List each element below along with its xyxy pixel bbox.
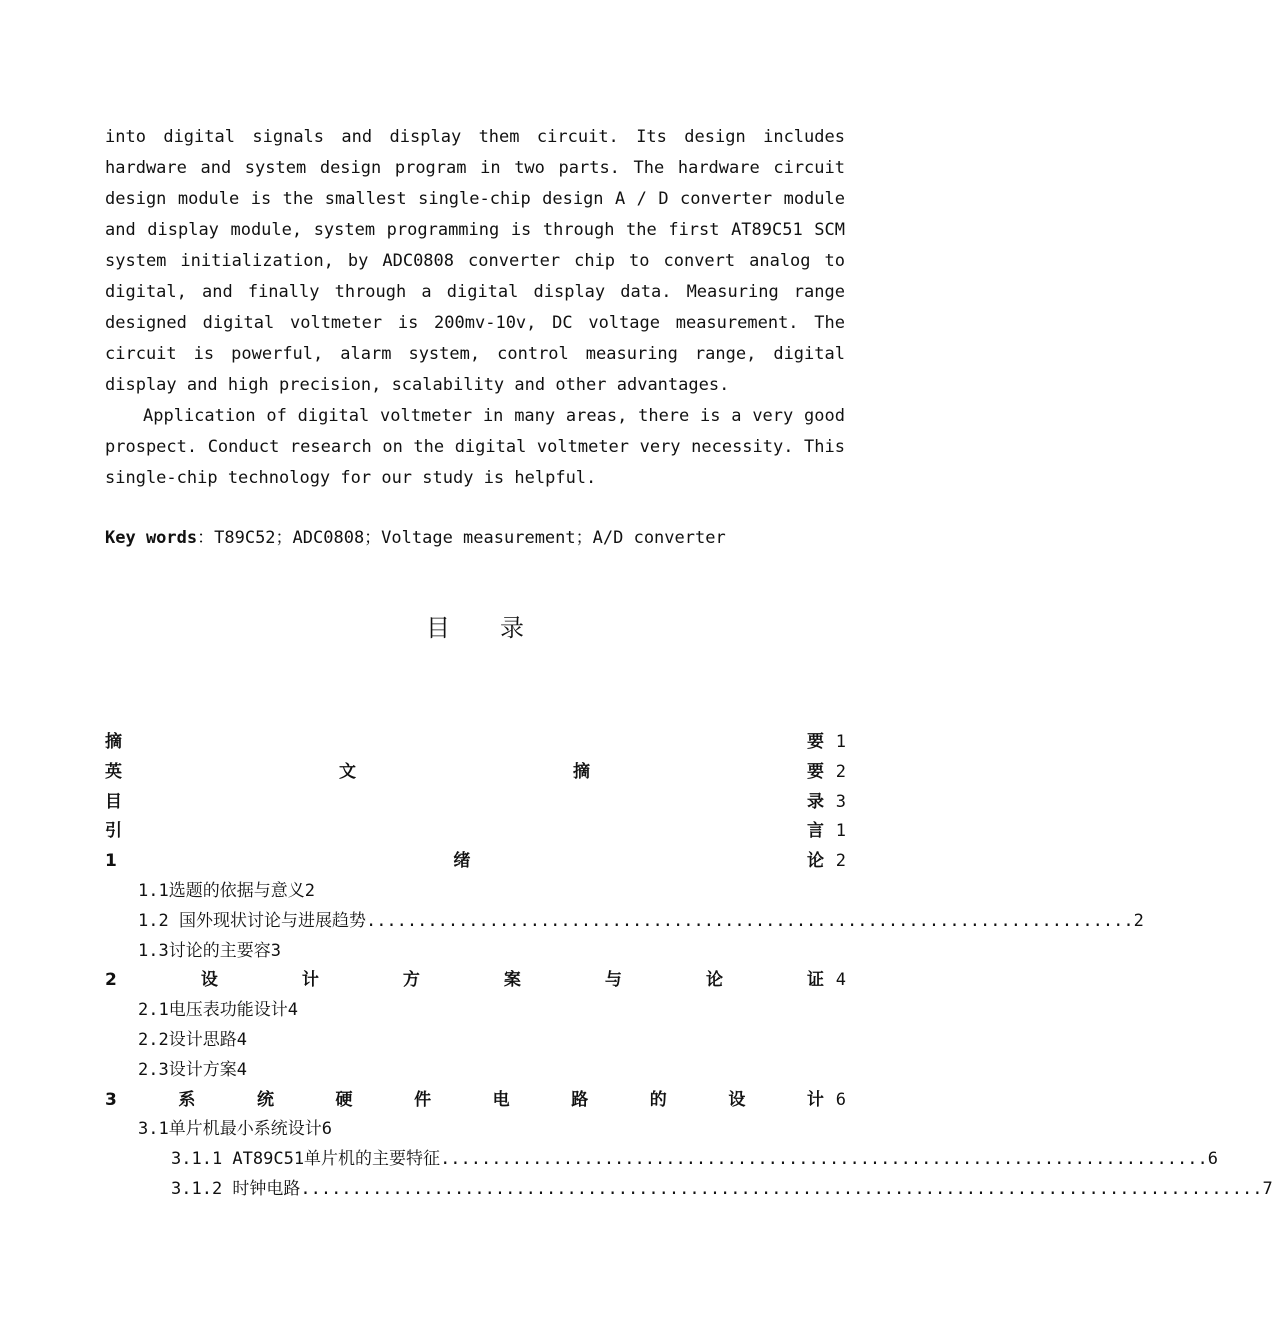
toc-entry-2-2[interactable]: 2.2设计思路4 [138, 1029, 247, 1050]
toc-entry-abstract-cn[interactable] [105, 728, 846, 758]
dot-leader: .............................................................................................. [300, 1178, 1263, 1199]
toc-page-number: 6 [1207, 1149, 1218, 1170]
toc-page-number: 6 [835, 1089, 846, 1110]
abstract-paragraph-2: Application of digital voltmeter in many areas, there is a very good prospect. Conduct research on the digital voltmeter very necessity. This single-chip technology for our study is helpful. [105, 406, 845, 488]
toc-heading-char: 言 [807, 821, 824, 842]
toc-heading-char: 设 [200, 970, 218, 991]
toc-heading-char: 1 [105, 851, 117, 872]
dot-leader: ........................................................................... [440, 1149, 1208, 1170]
toc-heading-char: 要 [807, 761, 824, 782]
toc-entry-abstract-en[interactable] [105, 758, 846, 788]
toc-heading-char: 计 [301, 970, 319, 991]
toc-heading-char: 引 [105, 821, 122, 842]
toc-page-number: 2 [835, 851, 846, 872]
toc-page-number: 3 [835, 791, 846, 812]
toc-page-number: 7 [1262, 1178, 1273, 1199]
toc-entry-3-1-2[interactable]: 3.1.2 时钟电路 .............................................................................................. 7 [105, 1175, 846, 1205]
toc-entry-contents[interactable] [105, 788, 846, 818]
abstract-paragraph-1: into digital signals and display them circuit. Its design includes hardware and system design program in two parts. The hardware circuit design module is the smallest single-chip design A / D converter module and display module, system programming is through the first AT89C51 SCM system initialization, by ADC0808 converter chip to convert analog to digital, and finally through a digital display data. Measuring range designed digital voltmeter is 200mv-10v, DC voltage measurement. The circuit is powerful, alarm system, control measuring range, digital display and high precision, scalability and other advantages. [105, 127, 845, 395]
toc-heading-char: 件 [414, 1089, 432, 1110]
toc-entry-1-1[interactable]: 1.1选题的依据与意义2 [138, 880, 315, 901]
toc-heading-char: 论 [705, 970, 723, 991]
toc-heading-char: 设 [728, 1089, 746, 1110]
toc-entry-introduction[interactable] [105, 817, 846, 847]
toc-entry-chapter-3[interactable] [105, 1086, 846, 1116]
toc-title: 目录 [426, 614, 574, 642]
toc-heading-char: 系 [178, 1089, 196, 1110]
table-of-contents [105, 728, 1273, 1205]
toc-heading-char: 电 [492, 1089, 510, 1110]
dot-leader: ........................................................................... [365, 910, 1134, 931]
toc-heading-char: 方 [402, 970, 420, 991]
toc-heading-char: 文 [339, 761, 356, 782]
toc-heading-char: 路 [571, 1089, 589, 1110]
toc-entry-3-1-1[interactable]: 3.1.1 AT89C51单片机的主要特征 ........................................................................... 6 [105, 1145, 846, 1175]
toc-heading-char: 硬 [335, 1089, 353, 1110]
toc-heading-char: 3 [105, 1089, 117, 1110]
toc-heading-char: 目 [105, 791, 122, 812]
toc-page-number: 2 [835, 761, 846, 782]
toc-heading-char: 摘 [105, 732, 122, 752]
toc-page-number: 4 [835, 970, 846, 991]
toc-page-number: 2 [1133, 910, 1144, 931]
toc-heading-char: 案 [503, 970, 521, 991]
toc-heading-char: 要 [807, 732, 824, 752]
toc-heading-char: 摘 [573, 761, 590, 782]
toc-heading-char: 绪 [453, 851, 471, 872]
toc-heading-char: 计 [806, 1089, 824, 1110]
toc-heading-char: 2 [105, 970, 117, 991]
keywords-label: Key words [105, 528, 198, 548]
keywords-value: ：T89C52；ADC0808；Voltage measurement；A/D converter [197, 528, 726, 548]
toc-page-number: 1 [835, 821, 846, 842]
toc-entry-2-1[interactable]: 2.1电压表功能设计4 [138, 1000, 298, 1021]
toc-entry-chapter-2[interactable] [105, 966, 846, 996]
toc-entry-1-2[interactable]: 1.2 国外现状讨论与进展趋势 ........................................................................... 2 [105, 907, 846, 937]
toc-heading-char: 论 [807, 851, 824, 872]
keywords-line [105, 526, 726, 550]
toc-page-number: 1 [835, 732, 846, 752]
toc-heading-char: 的 [649, 1089, 667, 1110]
toc-heading-char: 英 [105, 761, 122, 782]
toc-heading-char: 统 [256, 1089, 274, 1110]
toc-entry-1-3[interactable]: 1.3讨论的主要容3 [138, 940, 281, 961]
toc-entry-chapter-1[interactable] [105, 847, 846, 877]
toc-heading-char: 证 [806, 970, 824, 991]
toc-heading-char: 与 [604, 970, 622, 991]
toc-entry-3-1[interactable]: 3.1单片机最小系统设计6 [138, 1119, 332, 1140]
toc-heading-char: 录 [807, 791, 824, 812]
toc-entry-2-3[interactable]: 2.3设计方案4 [138, 1059, 247, 1080]
